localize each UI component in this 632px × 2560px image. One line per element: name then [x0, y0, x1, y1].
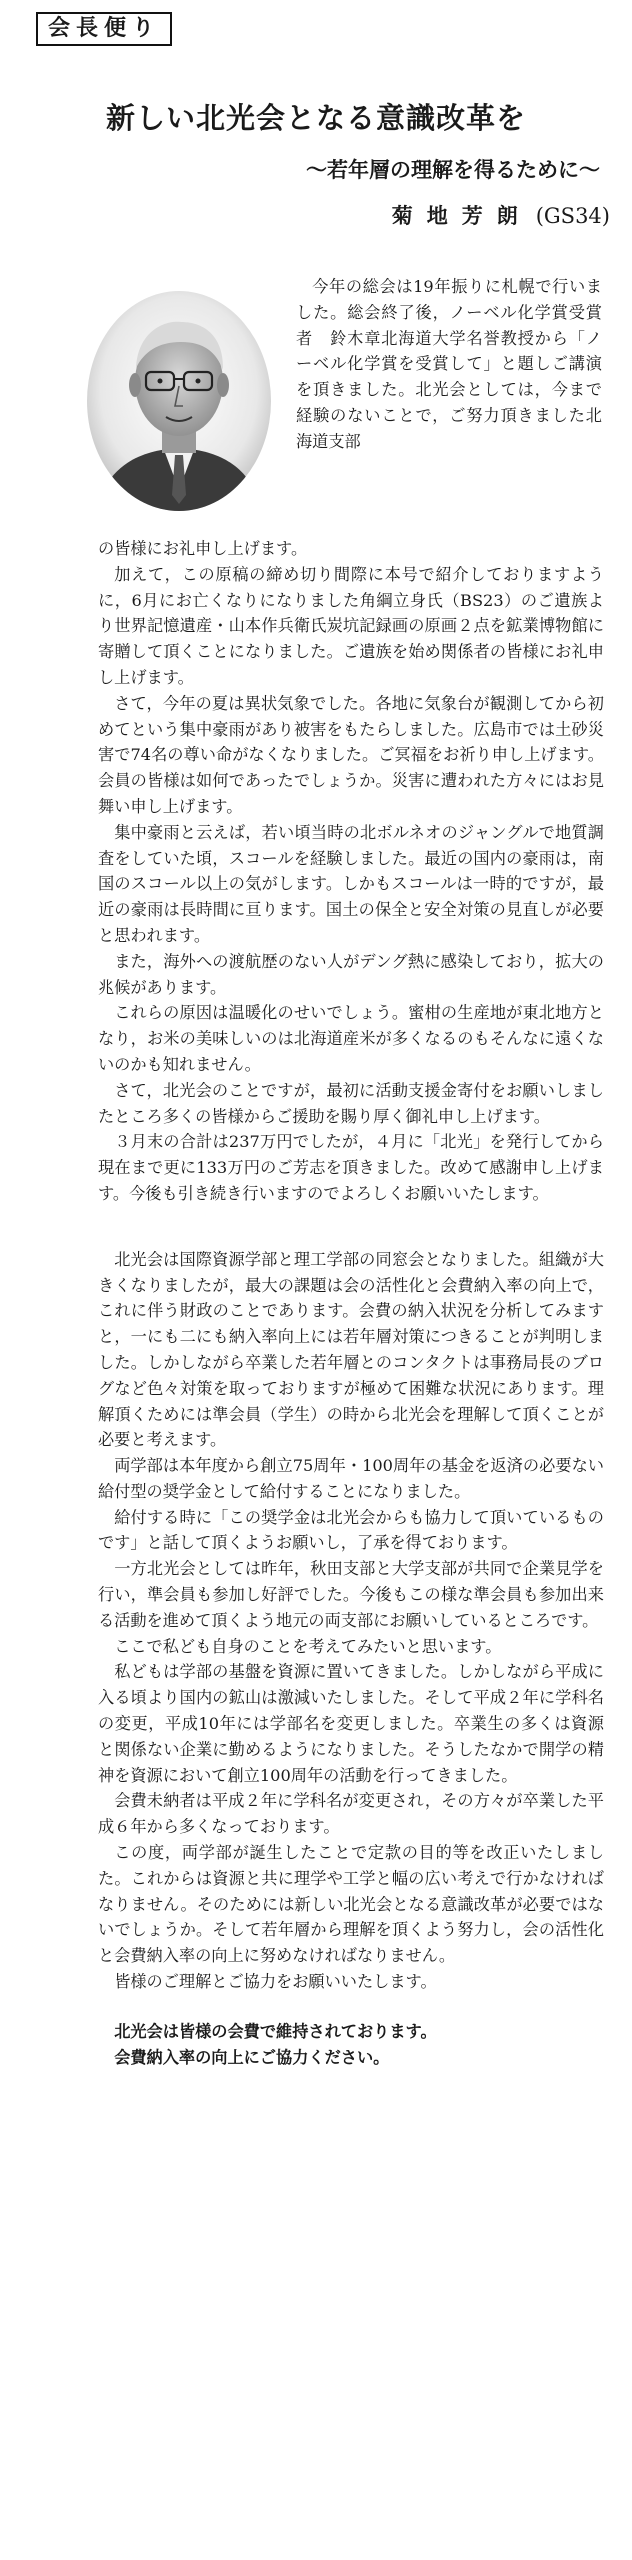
author-line — [392, 200, 610, 230]
body-paragraph: これらの原因は温暖化のせいでしょう。蜜柑の生産地が東北地方となり，お米の美味しいのは北海道産米が多くなるのもそんなに遠くないのかも知れません。 — [98, 1003, 604, 1074]
section-label: 会長便り — [36, 12, 172, 46]
body-paragraph: 皆様のご理解とご協力をお願いいたします。 — [114, 1972, 437, 1992]
author-name: 菊地芳朗 — [391, 203, 532, 228]
closing-line: 会費納入率の向上にご協力ください。 — [114, 2047, 390, 2067]
body-paragraph: ここで私ども自身のことを考えてみたいと思います。 — [114, 1636, 502, 1656]
body-paragraph: 私どもは学部の基盤を資源に置いてきました。しかしながら平成に入る頃より国内の鉱山は激減いたしました。そして平成２年に学科名の変更，平成10年には学部名を変更しました。卒業生の多くは資源と関係ない企業に勤めるようになりました。そうしたなかで開学の精神を資源において創立100周年の活動を行ってきました。 — [98, 1662, 604, 1785]
body-paragraph: の皆様にお礼申し上げます。 — [98, 539, 308, 558]
body-paragraph: 会費未納者は平成２年に学科名が変更され，その方々が卒業した平成６年から多くなっております。 — [98, 1791, 604, 1837]
body-paragraph: 給付する時に「この奨学金は北光会からも協力して頂いているものです」と話して頂くようお願いし，了承を得ております。 — [98, 1507, 604, 1553]
portrait-image — [86, 290, 272, 512]
body-paragraph: さて，今年の夏は異状気象でした。各地に気象台が観測してから初めてという集中豪雨があり被害をもたらしました。広島市では土砂災害で74名の尊い命がなくなりました。ご冥福をお祈り申し上げます。会員の皆様は如何であったでしょうか。災害に遭われた方々にはお見舞い申し上げます。 — [98, 693, 604, 816]
article-title: 新しい北光会となる意識改革を — [105, 101, 526, 135]
body-paragraph: 両学部は本年度から創立75周年・100周年の基金を返済の必要ない給付型の奨学金として給付することになりました。 — [98, 1456, 604, 1501]
intro-text — [296, 274, 602, 455]
body-paragraph: さて，北光会のことですが，最初に活動支援金寄付をお願いしましたところ多くの皆様からご援助を賜り厚く御礼申し上げます。 — [98, 1080, 604, 1126]
closing-line: 北光会は皆様の会費で維持されております。 — [114, 2021, 437, 2041]
intro-paragraph: 今年の総会は19年振りに札幌で行いました。総会終了後，ノーベル化学賞受賞者 鈴木章北海道大学名誉教授から「ノーベル化学賞を受賞して」と題しご講演を頂きました。北光会としては，今まで経験のないことで，ご努力頂きました北海道支部 — [296, 277, 602, 451]
section-gap — [98, 1207, 604, 1247]
body-paragraph: 一方北光会としては昨年，秋田支部と大学支部が共同で企業見学を行い，準会員も参加し好評でした。今後もこの様な準会員も参加出来る活動を進めて頂くよう地元の両支部にお願いしているところです。 — [98, 1559, 604, 1630]
body-paragraph: また，海外への渡航歴のない人がデング熱に感染しており，拡大の兆候があります。 — [98, 951, 604, 997]
body-paragraph: 北光会は国際資源学部と理工学部の同窓会となりました。組織が大きくなりましたが，最大の課題は会の活性化と会費納入率の向上で，これに伴う財政のことであります。会費の納入状況を分析してみますと，一にも二にも納入率向上には若年層対策につきることが判明しました。しかしながら卒業した若年層とのコンタクトは事務局長のブログなど色々対策を取っておりますが極めて困難な状況にあります。理解頂くためには準会員（学生）の時から北光会を理解して頂くことが必要と考えます。 — [98, 1249, 604, 1450]
body-paragraph: 集中豪雨と云えば，若い頃当時の北ボルネオのジャングルで地質調査をしていた頃，スコールを経験しました。最近の国内の豪雨は，南国のスコール以上の気がします。しかもスコールは一時的ですが，最近の豪雨は長時間に亘ります。国土の保全と安全対策の見直しが必要と思われます。 — [98, 822, 604, 945]
closing-gap — [98, 1995, 604, 2019]
body-paragraph: 加えて，この原稿の締め切り間際に本号で紹介しておりますように，6月にお亡くなりになりました角綱立身氏（BS23）のご遺族より世界記憶遺産・山本作兵衛氏炭坑記録画の原画２点を鉱業博物館に寄贈して頂くことになりました。ご遺族を始め関係者の皆様にお礼申し上げます。 — [98, 564, 604, 687]
author-affiliation: (GS34) — [535, 204, 610, 228]
body-paragraph: ３月末の合計は237万円でしたが，４月に「北光」を発行してから現在まで更に133万円のご芳志を頂きました。改めて感謝申し上げます。今後も引き続き行いますのでよろしくお願いいたします。 — [98, 1132, 604, 1203]
article-subtitle: 〜若年層の理解を得るために〜 — [306, 158, 600, 182]
closing-notice — [98, 2019, 604, 2071]
author-portrait — [86, 290, 272, 512]
article-body — [98, 536, 604, 2070]
body-paragraph: この度，両学部が誕生したことで定款の目的等を改正いたしました。これからは資源と共に理学や工学と幅の広い考えで行かなければなりません。そのためには新しい北光会となる意識改革が必要ではないでしょうか。そして若年層から理解を頂くよう努力し，会の活性化と会費納入率の向上に努めなければなりません。 — [98, 1843, 604, 1966]
